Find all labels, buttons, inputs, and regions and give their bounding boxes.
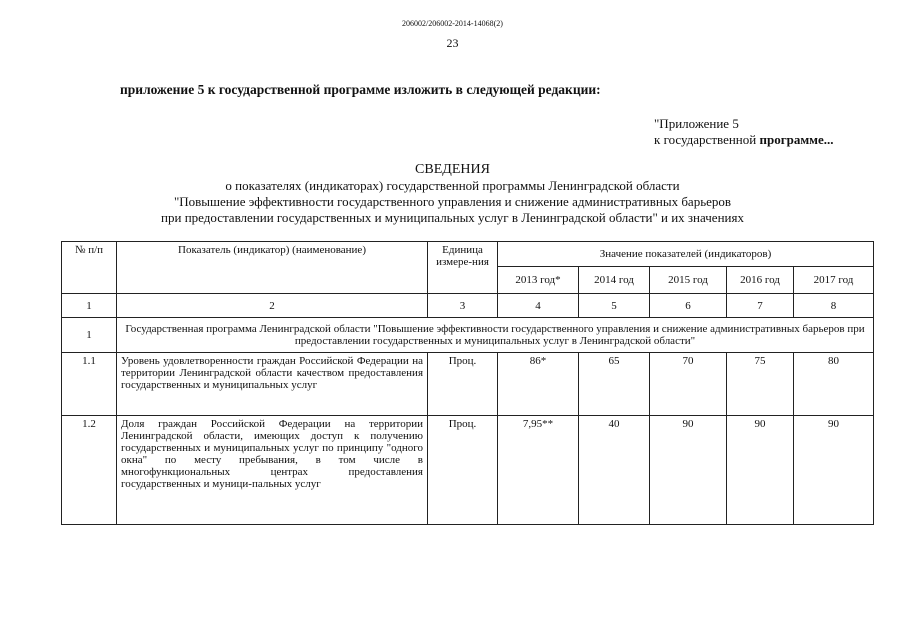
annex-line-2-bold: программе... <box>759 132 834 147</box>
row-value-2014: 65 <box>579 353 650 416</box>
heading-title: СВЕДЕНИЯ <box>415 162 490 177</box>
page-number: 23 <box>446 36 459 50</box>
annex-line-2 <box>654 132 834 148</box>
column-number-3: 3 <box>428 294 498 318</box>
row-unit: Проц. <box>428 353 498 416</box>
row-indicator-name: Доля граждан Российской Федерации на территории Ленинградской области, имеющих доступ к получению государственных и муниципальных услуг по принципу "одного окна" по месту пребывания, в том числе в многофункциональных центрах предоставления государственных и муници-пальных услуг <box>117 416 428 525</box>
heading-line-2: "Повышение эффективности государственного управления и снижение административных барьеров <box>173 194 732 209</box>
row-value-2015: 70 <box>650 353 727 416</box>
column-number-6: 6 <box>650 294 727 318</box>
annex-line-2-plain: к государственной <box>654 132 760 147</box>
row-value-2017: 90 <box>794 416 874 525</box>
document-heading <box>0 162 905 226</box>
column-number-row <box>62 294 874 318</box>
header-col-number: № п/п <box>62 242 117 294</box>
table-row <box>62 353 874 416</box>
table-row <box>62 416 874 525</box>
row-value-2016: 75 <box>727 353 794 416</box>
program-row-number: 1 <box>62 318 117 353</box>
row-number: 1.2 <box>62 416 117 525</box>
row-value-2016: 90 <box>727 416 794 525</box>
program-row-text: Государственная программа Ленинградской области "Повышение эффективности государственного управления и снижение административных барьеров при предоставлении государственных и муниципальных услуг в Ленинградской области" <box>117 318 874 353</box>
indicators-table <box>61 241 874 525</box>
row-indicator-name: Уровень удовлетворенности граждан Российской Федерации на территории Ленинградской области качеством предоставления государственных и муниципальных услуг <box>117 353 428 416</box>
header-col-values: Значение показателей (индикаторов) <box>498 242 874 267</box>
table-header-row-1 <box>62 242 874 267</box>
column-number-7: 7 <box>727 294 794 318</box>
row-value-2013: 7,95** <box>498 416 579 525</box>
row-number: 1.1 <box>62 353 117 416</box>
header-col-unit: Единица измере-ния <box>428 242 498 294</box>
row-unit: Проц. <box>428 416 498 525</box>
annex-line-1: "Приложение 5 <box>654 116 739 131</box>
row-value-2013: 86* <box>498 353 579 416</box>
column-number-8: 8 <box>794 294 874 318</box>
header-year-2014: 2014 год <box>579 267 650 294</box>
row-value-2014: 40 <box>579 416 650 525</box>
column-number-1: 1 <box>62 294 117 318</box>
header-year-2016: 2016 год <box>727 267 794 294</box>
annex-reference <box>654 116 834 148</box>
intro-text: приложение 5 к государственной программе изложить в следующей редакции: <box>120 82 601 97</box>
document-number: 206002/206002-2014-14068(2) <box>402 19 503 28</box>
program-row <box>62 318 874 353</box>
heading-line-1: о показателях (индикаторах) государственной программы Ленинградской области <box>225 178 680 193</box>
header-col-indicator: Показатель (индикатор) (наименование) <box>117 242 428 294</box>
row-value-2017: 80 <box>794 353 874 416</box>
header-year-2015: 2015 год <box>650 267 727 294</box>
row-value-2015: 90 <box>650 416 727 525</box>
column-number-4: 4 <box>498 294 579 318</box>
header-year-2017: 2017 год <box>794 267 874 294</box>
column-number-2: 2 <box>117 294 428 318</box>
column-number-5: 5 <box>579 294 650 318</box>
heading-line-3: при предоставлении государственных и муниципальных услуг в Ленинградской области" и их значениях <box>161 210 744 225</box>
header-year-2013: 2013 год* <box>498 267 579 294</box>
